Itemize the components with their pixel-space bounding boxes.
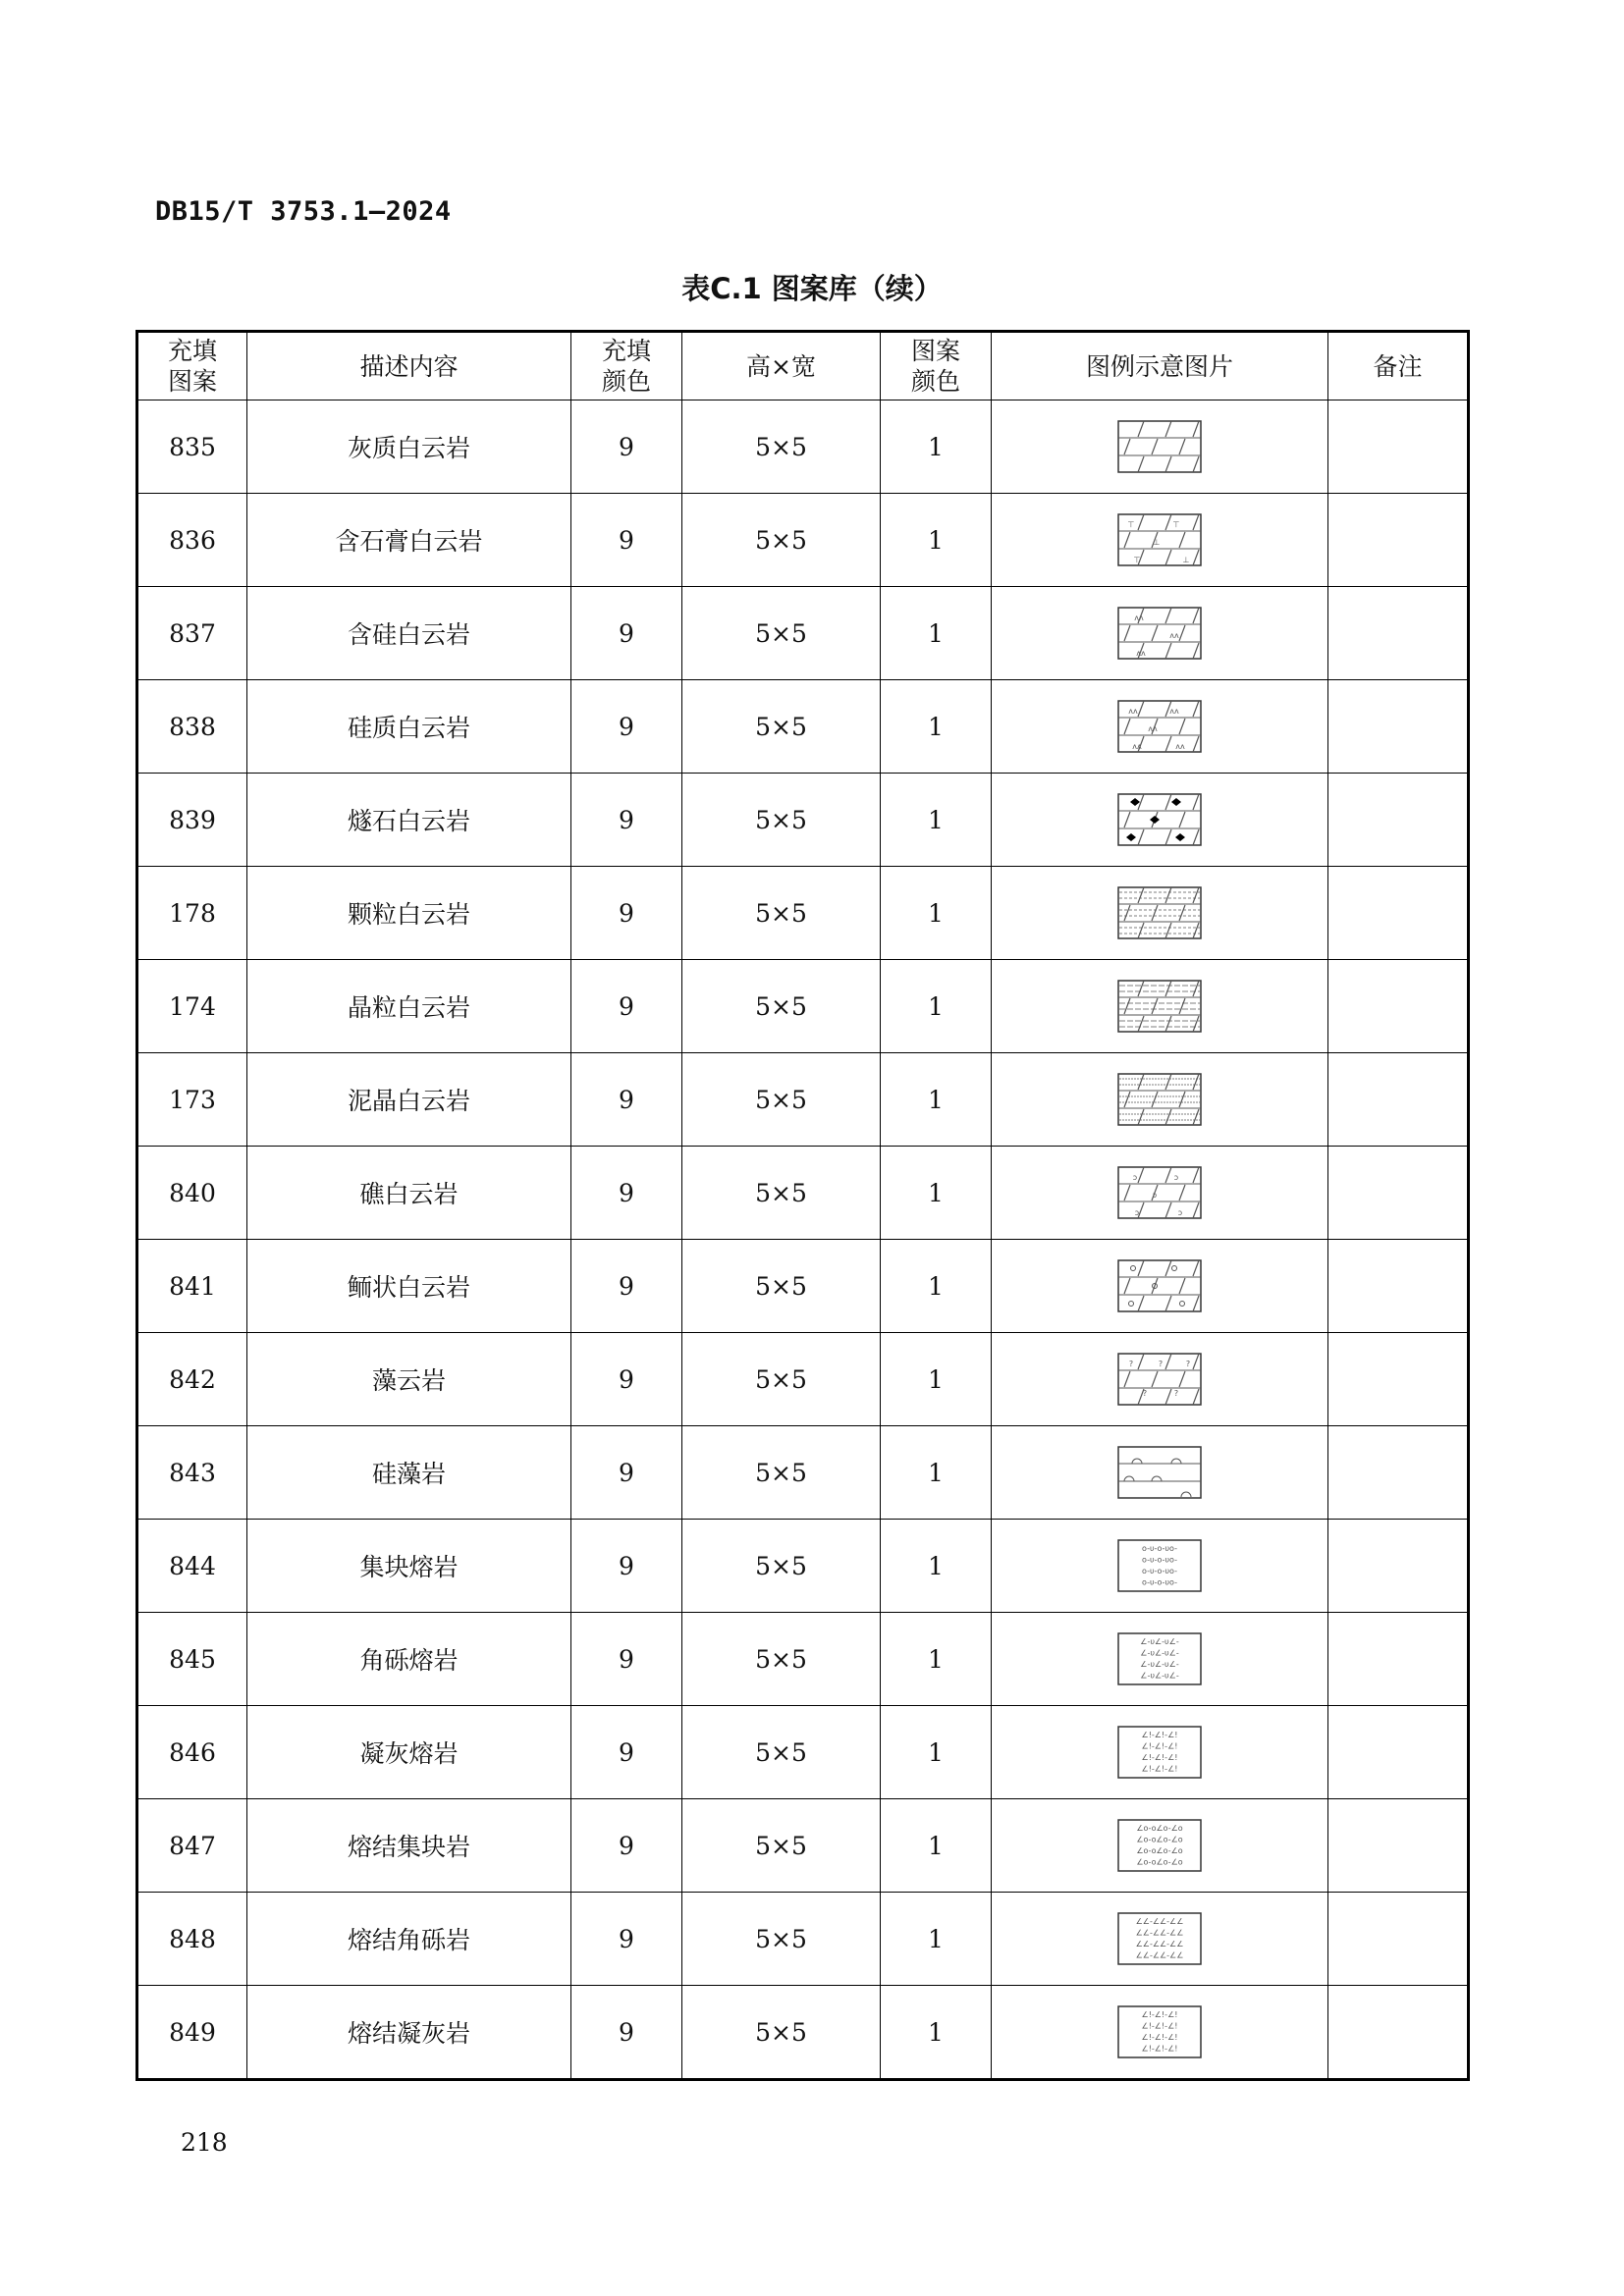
svg-text:⊥: ⊥ — [1182, 556, 1190, 564]
svg-text:∠∠-∠∠-∠∠: ∠∠-∠∠-∠∠ — [1135, 1950, 1184, 1960]
cell-legend-image — [992, 1240, 1328, 1333]
table-row — [137, 960, 1469, 1053]
svg-text:?: ? — [1128, 1360, 1134, 1368]
svg-text:∠!-∠!-∠!: ∠!-∠!-∠! — [1141, 1753, 1178, 1762]
svg-text:ɔ: ɔ — [1152, 1191, 1158, 1200]
svg-text:∠!-∠!-∠!: ∠!-∠!-∠! — [1141, 2033, 1178, 2042]
svg-text:o-υ-o-υo-: o-υ-o-υo- — [1142, 1555, 1177, 1565]
svg-text:∠o-o∠o-∠o: ∠o-o∠o-∠o — [1136, 1824, 1183, 1833]
cell-remarks — [1328, 1799, 1469, 1893]
svg-text:⊥: ⊥ — [1153, 538, 1161, 547]
cell-remarks — [1328, 1053, 1469, 1147]
svg-text:ʌʌ: ʌʌ — [1169, 707, 1179, 716]
cell-legend-image — [992, 494, 1328, 587]
cell-fill-pattern-code: 839 — [137, 774, 247, 867]
cell-fill-color: 9 — [571, 1333, 682, 1426]
svg-text:∠o-o∠o-∠o: ∠o-o∠o-∠o — [1136, 1857, 1183, 1867]
siliceous-dolomite-pattern-icon — [1117, 607, 1202, 660]
cell-fill-pattern-code: 848 — [137, 1893, 247, 1986]
cell-pattern-color: 1 — [881, 774, 992, 867]
cell-size: 5×5 — [682, 400, 881, 494]
cell-fill-color: 9 — [571, 494, 682, 587]
cell-fill-color: 9 — [571, 1426, 682, 1520]
cell-pattern-color: 1 — [881, 960, 992, 1053]
table-row — [137, 1520, 1469, 1613]
svg-text:?: ? — [1142, 1389, 1148, 1398]
svg-text:∠o-o∠o-∠o: ∠o-o∠o-∠o — [1136, 1846, 1183, 1855]
svg-text:∠o-o∠o-∠o: ∠o-o∠o-∠o — [1136, 1835, 1183, 1844]
welded-breccia-pattern-icon — [1117, 1912, 1202, 1965]
cell-fill-pattern-code: 846 — [137, 1706, 247, 1799]
svg-text:?: ? — [1185, 1360, 1191, 1368]
cell-legend-image — [992, 1520, 1328, 1613]
header-legend: 图例示意图片 — [992, 332, 1328, 400]
cell-fill-pattern-code: 849 — [137, 1986, 247, 2080]
cell-legend-image — [992, 1053, 1328, 1147]
svg-text:?: ? — [1158, 1360, 1164, 1368]
cell-description: 硅藻岩 — [247, 1426, 571, 1520]
tuff-lava-pattern-icon — [1117, 1726, 1202, 1779]
cell-description: 熔结角砾岩 — [247, 1893, 571, 1986]
cell-pattern-color: 1 — [881, 1147, 992, 1240]
cell-size: 5×5 — [682, 680, 881, 774]
cell-remarks — [1328, 774, 1469, 867]
algal-dolomite-pattern-icon — [1117, 1353, 1202, 1406]
cell-size: 5×5 — [682, 1240, 881, 1333]
cell-pattern-color: 1 — [881, 1053, 992, 1147]
cell-size: 5×5 — [682, 774, 881, 867]
cell-fill-color: 9 — [571, 400, 682, 494]
cell-pattern-color: 1 — [881, 1520, 992, 1613]
cell-fill-color: 9 — [571, 774, 682, 867]
cell-legend-image — [992, 774, 1328, 867]
cell-legend-image — [992, 867, 1328, 960]
cell-description: 藻云岩 — [247, 1333, 571, 1426]
svg-text:⊤: ⊤ — [1172, 520, 1180, 529]
cell-remarks — [1328, 1986, 1469, 2080]
cell-fill-pattern-code: 836 — [137, 494, 247, 587]
cell-pattern-color: 1 — [881, 494, 992, 587]
header-size: 高×宽 — [682, 332, 881, 400]
svg-text:∠!-∠!-∠!: ∠!-∠!-∠! — [1141, 2010, 1178, 2019]
diatomite-pattern-icon — [1117, 1446, 1202, 1499]
pattern-library-table — [135, 330, 1470, 2081]
cell-description: 含石膏白云岩 — [247, 494, 571, 587]
cell-remarks — [1328, 1333, 1469, 1426]
cell-legend-image — [992, 1986, 1328, 2080]
svg-text:ɔ: ɔ — [1173, 1173, 1179, 1182]
svg-text:⊤: ⊤ — [1127, 520, 1135, 529]
svg-text:∠-υ∠-υ∠-: ∠-υ∠-υ∠- — [1140, 1648, 1179, 1658]
dolomite-slash-pattern-icon — [1117, 420, 1202, 473]
svg-text:ʌʌ: ʌʌ — [1169, 631, 1179, 640]
svg-text:o-υ-o-υo-: o-υ-o-υo- — [1142, 1577, 1177, 1587]
cell-legend-image — [992, 1147, 1328, 1240]
cell-remarks — [1328, 587, 1469, 680]
cell-pattern-color: 1 — [881, 1240, 992, 1333]
cell-size: 5×5 — [682, 587, 881, 680]
cell-legend-image — [992, 680, 1328, 774]
svg-text:∠-υ∠-υ∠-: ∠-υ∠-υ∠- — [1140, 1660, 1179, 1669]
cell-description: 燧石白云岩 — [247, 774, 571, 867]
cell-fill-color: 9 — [571, 1520, 682, 1613]
grain-dolomite-pattern-icon — [1117, 886, 1202, 939]
table-row — [137, 400, 1469, 494]
svg-text:ɔ: ɔ — [1177, 1208, 1183, 1217]
cell-fill-pattern-code: 845 — [137, 1613, 247, 1706]
cell-description: 鲕状白云岩 — [247, 1240, 571, 1333]
cell-legend-image — [992, 960, 1328, 1053]
cell-pattern-color: 1 — [881, 1426, 992, 1520]
cell-remarks — [1328, 400, 1469, 494]
svg-text:∠!-∠!-∠!: ∠!-∠!-∠! — [1141, 1764, 1178, 1774]
cell-description: 角砾熔岩 — [247, 1613, 571, 1706]
cell-fill-color: 9 — [571, 1613, 682, 1706]
page-number: 218 — [181, 2128, 228, 2157]
table-row — [137, 1147, 1469, 1240]
cell-fill-pattern-code: 835 — [137, 400, 247, 494]
cell-fill-pattern-code: 838 — [137, 680, 247, 774]
oolitic-dolomite-pattern-icon — [1117, 1259, 1202, 1312]
cell-fill-pattern-code: 840 — [137, 1147, 247, 1240]
svg-text:o-υ-o-υo-: o-υ-o-υo- — [1142, 1544, 1177, 1553]
svg-text:ʌʌ: ʌʌ — [1136, 649, 1146, 658]
table-row — [137, 494, 1469, 587]
cell-pattern-color: 1 — [881, 1706, 992, 1799]
cell-fill-pattern-code: 841 — [137, 1240, 247, 1333]
gypsum-dolomite-pattern-icon — [1117, 513, 1202, 566]
cell-size: 5×5 — [682, 1426, 881, 1520]
cell-fill-color: 9 — [571, 1799, 682, 1893]
cell-remarks — [1328, 1520, 1469, 1613]
svg-text:ʌʌ: ʌʌ — [1128, 707, 1138, 716]
cell-size: 5×5 — [682, 1706, 881, 1799]
cell-pattern-color: 1 — [881, 1799, 992, 1893]
svg-text:∠-υ∠-υ∠-: ∠-υ∠-υ∠- — [1140, 1637, 1179, 1646]
cell-remarks — [1328, 1147, 1469, 1240]
header-remarks: 备注 — [1328, 332, 1469, 400]
cell-size: 5×5 — [682, 960, 881, 1053]
cell-fill-color: 9 — [571, 1893, 682, 1986]
cell-remarks — [1328, 867, 1469, 960]
cell-pattern-color: 1 — [881, 1986, 992, 2080]
cell-size: 5×5 — [682, 1613, 881, 1706]
cell-fill-pattern-code: 173 — [137, 1053, 247, 1147]
cell-fill-color: 9 — [571, 1986, 682, 2080]
cell-legend-image — [992, 1799, 1328, 1893]
svg-text:ʌʌ: ʌʌ — [1132, 742, 1142, 751]
cell-fill-pattern-code: 847 — [137, 1799, 247, 1893]
cell-size: 5×5 — [682, 1520, 881, 1613]
header-fill-color: 充填 颜色 — [571, 332, 682, 400]
cell-size: 5×5 — [682, 1147, 881, 1240]
svg-text:ʌʌ: ʌʌ — [1148, 724, 1158, 733]
svg-text:ɔ: ɔ — [1134, 1208, 1140, 1217]
cell-fill-color: 9 — [571, 587, 682, 680]
chert-dolomite-pattern-icon — [1117, 793, 1202, 846]
micrite-dolomite-pattern-icon — [1117, 1073, 1202, 1126]
svg-text:o-υ-o-υo-: o-υ-o-υo- — [1142, 1567, 1177, 1575]
table-row — [137, 1426, 1469, 1520]
table-row — [137, 680, 1469, 774]
cell-description: 熔结凝灰岩 — [247, 1986, 571, 2080]
cell-description: 集块熔岩 — [247, 1520, 571, 1613]
reef-dolomite-pattern-icon — [1117, 1166, 1202, 1219]
cell-fill-color: 9 — [571, 1240, 682, 1333]
cell-description: 礁白云岩 — [247, 1147, 571, 1240]
cell-description: 硅质白云岩 — [247, 680, 571, 774]
table-row — [137, 1240, 1469, 1333]
agglomerate-lava-pattern-icon — [1117, 1539, 1202, 1592]
cell-fill-pattern-code: 837 — [137, 587, 247, 680]
cell-description: 晶粒白云岩 — [247, 960, 571, 1053]
cell-pattern-color: 1 — [881, 1893, 992, 1986]
crystal-dolomite-pattern-icon — [1117, 980, 1202, 1033]
cell-size: 5×5 — [682, 867, 881, 960]
table-row — [137, 1333, 1469, 1426]
cell-size: 5×5 — [682, 1799, 881, 1893]
cell-description: 含硅白云岩 — [247, 587, 571, 680]
cell-remarks — [1328, 1706, 1469, 1799]
cell-remarks — [1328, 960, 1469, 1053]
table-title: 表C.1 图案库（续） — [681, 272, 943, 305]
svg-text:∠!-∠!-∠!: ∠!-∠!-∠! — [1141, 1731, 1178, 1739]
svg-text:ʌʌ: ʌʌ — [1175, 742, 1185, 751]
header-fill-pattern: 充填 图案 — [137, 332, 247, 400]
table-row — [137, 1053, 1469, 1147]
svg-text:∠∠-∠∠-∠∠: ∠∠-∠∠-∠∠ — [1135, 1917, 1184, 1926]
cell-remarks — [1328, 494, 1469, 587]
table-row — [137, 1799, 1469, 1893]
cell-size: 5×5 — [682, 1986, 881, 2080]
cell-remarks — [1328, 1893, 1469, 1986]
silica-dolomite-pattern-icon — [1117, 700, 1202, 753]
cell-fill-color: 9 — [571, 960, 682, 1053]
svg-text:ʌʌ: ʌʌ — [1134, 614, 1144, 622]
welded-tuff-pattern-icon — [1117, 2005, 1202, 2058]
cell-fill-pattern-code: 178 — [137, 867, 247, 960]
cell-description: 颗粒白云岩 — [247, 867, 571, 960]
table-row — [137, 1893, 1469, 1986]
cell-legend-image — [992, 1893, 1328, 1986]
document-code: DB15/T 3753.1—2024 — [155, 196, 452, 227]
svg-text:∠!-∠!-∠!: ∠!-∠!-∠! — [1141, 1741, 1178, 1751]
cell-pattern-color: 1 — [881, 400, 992, 494]
cell-pattern-color: 1 — [881, 680, 992, 774]
svg-text:∠!-∠!-∠!: ∠!-∠!-∠! — [1141, 2021, 1178, 2031]
breccia-lava-pattern-icon — [1117, 1632, 1202, 1685]
cell-remarks — [1328, 1613, 1469, 1706]
cell-pattern-color: 1 — [881, 867, 992, 960]
cell-legend-image — [992, 587, 1328, 680]
table-row — [137, 1706, 1469, 1799]
table-row — [137, 774, 1469, 867]
cell-legend-image — [992, 1613, 1328, 1706]
header-description: 描述内容 — [247, 332, 571, 400]
svg-text:⊤: ⊤ — [1133, 556, 1141, 564]
cell-remarks — [1328, 1240, 1469, 1333]
cell-fill-color: 9 — [571, 1147, 682, 1240]
table-row — [137, 1986, 1469, 2080]
cell-size: 5×5 — [682, 1053, 881, 1147]
cell-fill-pattern-code: 174 — [137, 960, 247, 1053]
cell-size: 5×5 — [682, 1893, 881, 1986]
svg-text:ɔ: ɔ — [1132, 1173, 1138, 1182]
cell-legend-image — [992, 1426, 1328, 1520]
svg-text:∠-υ∠-υ∠-: ∠-υ∠-υ∠- — [1140, 1671, 1179, 1681]
cell-remarks — [1328, 680, 1469, 774]
cell-fill-color: 9 — [571, 1053, 682, 1147]
cell-fill-pattern-code: 843 — [137, 1426, 247, 1520]
cell-fill-pattern-code: 844 — [137, 1520, 247, 1613]
svg-text:?: ? — [1173, 1389, 1179, 1398]
table-header-row — [137, 332, 1469, 400]
cell-legend-image — [992, 400, 1328, 494]
cell-size: 5×5 — [682, 494, 881, 587]
cell-pattern-color: 1 — [881, 1613, 992, 1706]
cell-fill-color: 9 — [571, 867, 682, 960]
cell-legend-image — [992, 1333, 1328, 1426]
cell-legend-image — [992, 1706, 1328, 1799]
cell-size: 5×5 — [682, 1333, 881, 1426]
cell-description: 泥晶白云岩 — [247, 1053, 571, 1147]
cell-pattern-color: 1 — [881, 1333, 992, 1426]
cell-description: 凝灰熔岩 — [247, 1706, 571, 1799]
svg-text:∠∠-∠∠-∠∠: ∠∠-∠∠-∠∠ — [1135, 1940, 1184, 1949]
cell-fill-color: 9 — [571, 680, 682, 774]
cell-description: 灰质白云岩 — [247, 400, 571, 494]
welded-agglomerate-pattern-icon — [1117, 1819, 1202, 1872]
cell-description: 熔结集块岩 — [247, 1799, 571, 1893]
svg-text:∠!-∠!-∠!: ∠!-∠!-∠! — [1141, 2044, 1178, 2054]
table-row — [137, 867, 1469, 960]
cell-fill-pattern-code: 842 — [137, 1333, 247, 1426]
table-row — [137, 587, 1469, 680]
cell-remarks — [1328, 1426, 1469, 1520]
cell-fill-color: 9 — [571, 1706, 682, 1799]
header-pattern-color: 图案 颜色 — [881, 332, 992, 400]
table-row — [137, 1613, 1469, 1706]
cell-pattern-color: 1 — [881, 587, 992, 680]
svg-text:∠∠-∠∠-∠∠: ∠∠-∠∠-∠∠ — [1135, 1928, 1184, 1938]
